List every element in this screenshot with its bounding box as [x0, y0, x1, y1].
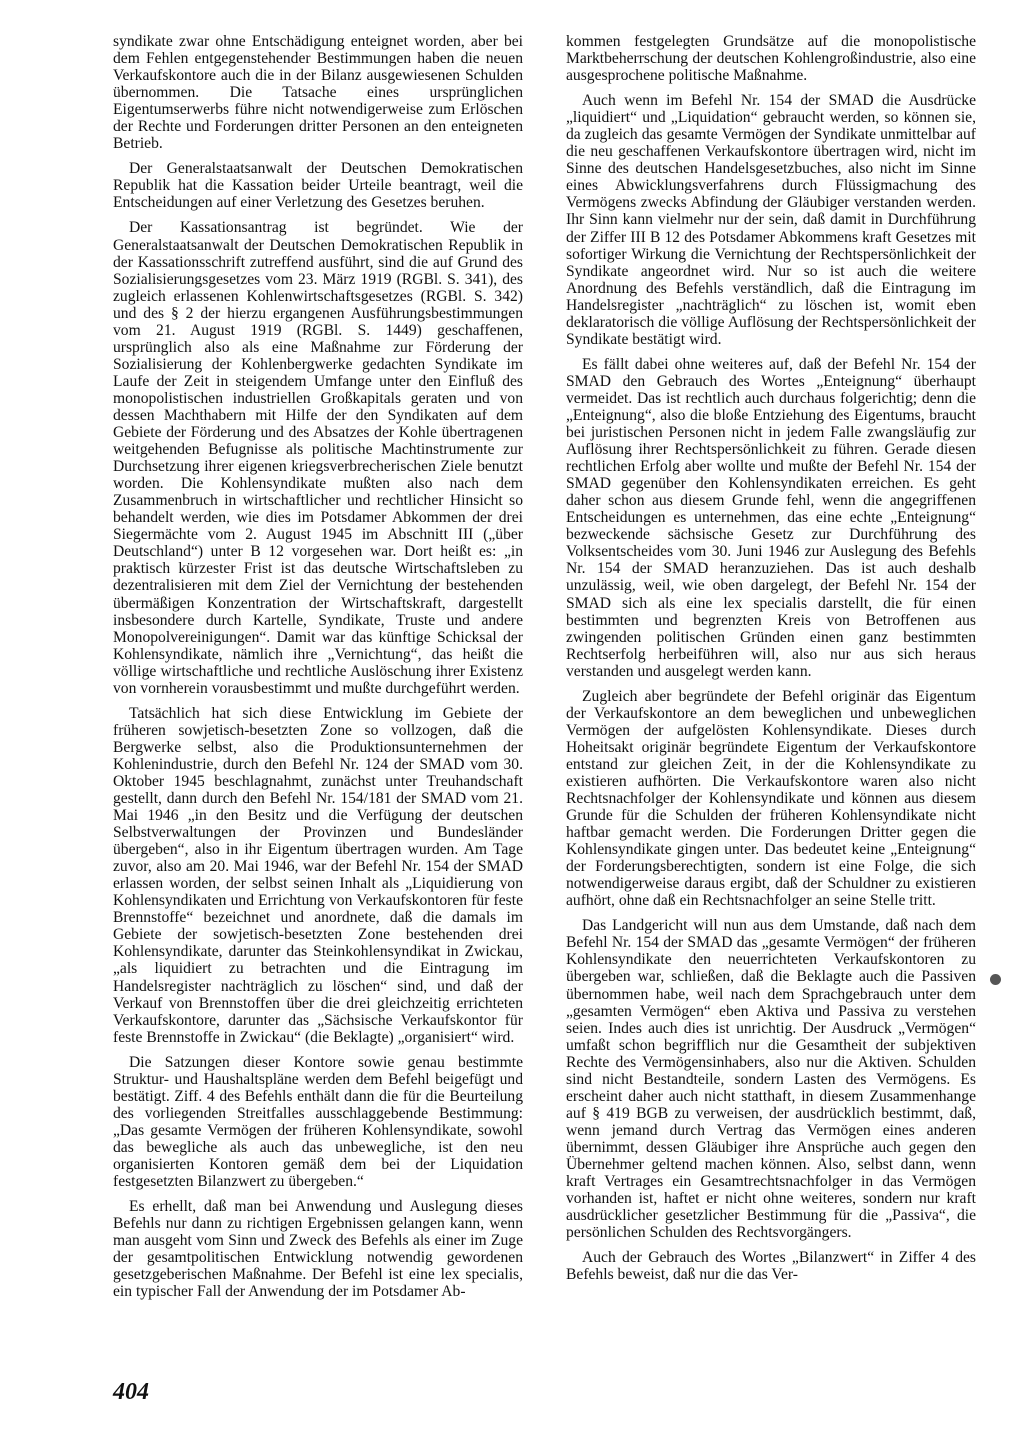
paragraph: Zugleich aber begründete der Befehl originär das Eigentum der Verkaufskontore an dem beweglichen und unbeweglichen Vermögen der aufgelösten Kohlensyndikate. Dieses durch Hoheitsakt originär begründete Eigentum der Verkaufskontore entstand zur gleichen Zeit, in der die Kohlensyndikate zu existieren aufhörten. Die Verkaufskontore waren also nicht Rechtsnachfolger der Kohlensyndikate und können aus diesem Grunde für die Schulden der früheren Kohlensyndikate nicht haftbar gemacht werden. Die Forderungen Dritter gegen die Kohlensyndikate gingen unter. Das bedeutet keine „Enteignung“ der Forderungsberechtigten, sondern ist eine Folge, die sich notwendigerweise daraus ergibt, daß der Schuldner zu existieren aufhört, ohne daß ein Rechtsnachfolger an seine Stelle tritt. [566, 687, 976, 910]
page-number: 404 [113, 1379, 149, 1405]
paragraph: Es erhellt, daß man bei Anwendung und Auslegung dieses Befehls nur dann zu richtigen Ergebnissen gelangen kann, wenn man ausgeht vom Sinn und Zweck des Befehls als einer im Zuge der gesamtpolitischen Entwicklung notwendig gewordenen gesetzgeberischen Maßnahme. Der Befehl ist eine lex specialis, ein typischer Fall der Anwendung der im Potsdamer Ab- [113, 1198, 523, 1301]
paragraph: Der Kassationsantrag ist begründet. Wie der Generalstaatsanwalt der Deutschen Demokratischen Republik in der Kassationsschrift zutreffend ausführt, sind die auf Grund des Sozialisierungsgesetzes vom 23. März 1919 (RGBl. S. 341), des zugleich erlassenen Kohlenwirtschaftsgesetzes (RGBl. S. 342) und des § 2 der hierzu ergangenen Ausführungsbestimmungen vom 21. August 1919 (RGBl. S. 1449) geschaffenen, ursprünglich also als eine Maßnahme zur Förderung der Sozialisierung der Kohlenbergwerke gedachten Syndikate im Laufe der Zeit in steigendem Umfange unter den Einfluß des monopolistischen industriellen Großkapitals geraten und von dessen Machthabern mit Hilfe der den Syndikaten auf dem Gebiete der Förderung und des Absatzes der Kohle übertragenen weitgehenden Befugnisse als politische Machtinstrumente zur Durchsetzung ihrer eigenen kriegsverbrecherischen Ziele benutzt worden. Die Kohlensyndikate mußten also nach dem Zusammenbruch in wirtschaftlicher und rechtlicher Hinsicht so behandelt werden, wie dies im Potsdamer Abkommen der drei Siegermächte vom 2. August 1945 im Abschnitt III („über Deutschland“) unter B 12 vorgesehen war. Dort heißt es: „in praktisch kürzester Frist ist das deutsche Wirtschaftsleben zu dezentralisieren mit dem Ziel der Vernichtung der bestehenden übermäßigen Konzentration der Wirtschaftskraft, dargestellt insbesondere durch Kartelle, Syndikate, Truste und andere Monopolvereinigungen“. Damit war das künftige Schicksal der Kohlensyndikate, nämlich ihre „Vernichtung“, das heißt die völlige wirtschaftliche und rechtliche Auslöschung ihrer Existenz von vornherein vorausbestimmt und mußte durchgeführt werden. [113, 219, 523, 697]
paragraph: Die Satzungen dieser Kontore sowie genau bestimmte Struktur- und Haushaltspläne werden dem Befehl beigefügt und bestätigt. Ziff. 4 des Befehls enthält dann die für die Beurteilung des vorliegenden Streitfalles ausschlaggebende Bestimmung: „Das gesamte Vermögen der früheren Kohlensyndikate, sowohl das bewegliche als auch das unbewegliche, ist den neu organisierten Kontoren gemäß dem bei der Liquidation festgesetzten Bilanzwert zu übergeben.“ [113, 1053, 523, 1191]
paragraph: syndikate zwar ohne Entschädigung enteignet worden, aber bei dem Fehlen entgegenstehender Bestimmungen haben die neuen Verkaufskontore auch die in der Bilanz ausgewiesenen Schulden übernommen. Die Tatsache eines ursprünglichen Eigentumserwerbs führe nicht notwendigerweise zum Erlöschen der Rechte und Forderungen dritter Personen an den enteigneten Betrieb. [113, 33, 523, 153]
paragraph: kommen festgelegten Grundsätze auf die monopolistische Marktbeherrschung der deutschen Kohlengroßindustrie, also eine ausgesprochene politische Maßnahme. [566, 33, 976, 85]
paragraph: Der Generalstaatsanwalt der Deutschen Demokratischen Republik hat die Kassation beider Urteile beantragt, weil die Entscheidungen auf einer Verletzung des Gesetzes beruhen. [113, 160, 523, 212]
left-column [113, 33, 523, 1308]
paragraph: Das Landgericht will nun aus dem Umstande, daß nach dem Befehl Nr. 154 der SMAD das „gesamte Vermögen“ der früheren Kohlensyndikate den neuerrichteten Verkaufskontoren zu übergeben war, schließen, daß die Beklagte auch die Passiven übernommen habe, weil nach dem Sprachgebrauch unter dem „gesamten Vermögen“ eben Aktiva und Passiva zu verstehen seien. Indes auch dies ist unrichtig. Der Ausdruck „Vermögen“ umfaßt schon begrifflich nur die Gesamtheit der subjektiven Rechte des Vermögensinhabers, also nur die Aktiven. Schulden sind nicht Bestandteile, sondern Lasten des Vermögens. Es erscheint daher auch nicht statthaft, in diesem Zusammenhange auf § 419 BGB zu verweisen, der ausdrücklich bestimmt, daß, wenn jemand durch Vertrag das Vermögen eines anderen übernimmt, dessen Gläubiger ihre Ansprüche auch gegen den Übernehmer geltend machen können. Also, selbst dann, wenn kraft Vertrages ein Gesamtrechtsnachfolger in das Vermögen vorhanden ist, haftet er nicht ohne weiteres, sondern nur kraft ausdrücklicher gesetzlicher Bestimmung für die „Passiva“, die persönlichen Schulden des Rechtsvorgängers. [566, 917, 976, 1242]
paragraph: Es fällt dabei ohne weiteres auf, daß der Befehl Nr. 154 der SMAD den Gebrauch des Wortes „Enteignung“ überhaupt vermeidet. Das ist rechtlich auch durchaus folgerichtig; denn die „Enteignung“, also die bloße Entziehung des Eigentums, braucht bei juristischen Personen nicht in jedem Falle zwangsläufig zur Auflösung ihrer Rechtspersönlichkeit zu führen. Gerade diesen rechtlichen Erfolg aber wollte und mußte der Befehl Nr. 154 der SMAD gegenüber den Kohlensyndikaten erreichen. Es geht daher schon aus diesem Grunde fehl, wenn die angegriffenen Entscheidungen es unternehmen, das eine echte „Enteignung“ bezweckende sächsische Gesetz zur Durchführung des Volksentscheides vom 30. Juni 1946 zur Auslegung des Befehls Nr. 154 der SMAD heranzuziehen. Das ist auch deshalb unzulässig, weil, wie oben dargelegt, der Befehl Nr. 154 der SMAD sich als eine lex specialis darstellt, die für einen bestimmten und begrenzten Kreis von Betroffenen aus zwingenden politischen Gründen einen ganz bestimmten Rechtserfolg herbeiführen will, also nur aus sich heraus verstanden und ausgelegt werden kann. [566, 355, 976, 680]
right-column [566, 33, 976, 1291]
paragraph: Tatsächlich hat sich diese Entwicklung im Gebiete der früheren sowjetisch-besetzten Zone so vollzogen, daß die Bergwerke selbst, also die Produktionsunternehmen der Kohlenindustrie, durch den Befehl Nr. 124 der SMAD vom 30. Oktober 1945 beschlagnahmt, zunächst unter Treuhandschaft gestellt, dann durch den Befehl Nr. 154/181 der SMAD vom 21. Mai 1946 „in den Besitz und die Verfügung der deutschen Selbstverwaltungen der Provinzen und Bundesländer übergeben“, also in ihr Eigentum übertragen wurden. Am Tage zuvor, also am 20. Mai 1946, war der Befehl Nr. 154 der SMAD erlassen worden, der selbst seinen Inhalt als „Liquidierung von Kohlensyndikaten und Errichtung von Verkaufskontoren für feste Brennstoffe“ bezeichnet und anordnete, daß die damals im Gebiete der sowjetisch-besetzten Zone bestehenden drei Kohlensyndikate, darunter das Steinkohlensyndikat in Zwickau, „als liquidiert zu betrachten und die Eintragung im Handelsregister nachträglich zu löschen“ sind, und daß der Verkauf von Brennstoffen über die drei gleichzeitig errichteten Verkaufskontore, darunter das „Sächsische Verkaufskontor für feste Brennstoffe in Zwickau“ (die Beklagte) „organisiert“ wird. [113, 704, 523, 1046]
ink-blot [990, 974, 1001, 985]
paragraph: Auch der Gebrauch des Wortes „Bilanzwert“ in Ziffer 4 des Befehls beweist, daß nur die das Ver- [566, 1249, 976, 1284]
paragraph: Auch wenn im Befehl Nr. 154 der SMAD die Ausdrücke „liquidiert“ und „Liquidation“ gebraucht werden, so können sie, da zugleich das gesamte Vermögen der Syndikate unmittelbar auf die neu geschaffenen Verkaufskontore übertragen wird, nicht im Sinne des deutschen Handelsgesetzbuches, also nicht im Sinne eines Abwicklungsverfahrens durch Flüssigmachung des Vermögens zwecks Abfindung der Gläubiger verstanden werden. Ihr Sinn kann vielmehr nur der sein, daß damit in Durchführung der Ziffer III B 12 des Potsdamer Abkommens kraft Gesetzes mit sofortiger Wirkung die Vernichtung der Rechtspersönlichkeit der Syndikate angeordnet wird. Nur so ist auch die weitere Anordnung des Befehls verständlich, daß die Eintragung im Handelsregister „nachträglich“ zu löschen ist, womit eben deklaratorisch die völlige Auflösung der Rechtspersönlichkeit der Syndikate bestätigt wird. [566, 92, 976, 348]
